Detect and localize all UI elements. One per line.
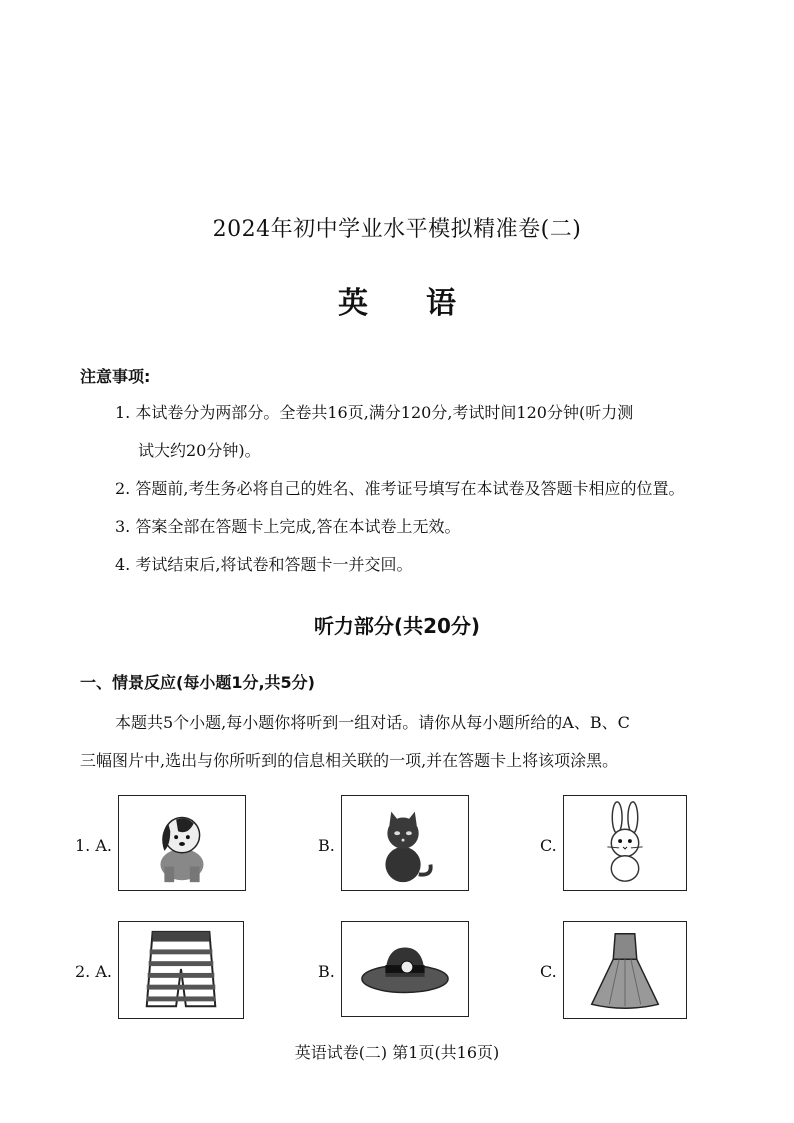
- page-footer: 英语试卷(二) 第1页(共16页): [294, 1043, 500, 1062]
- part1-instruction-line2: 三幅图片中,选出与你所听到的信息相关联的一项,并在答题卡上将该项涂黑。: [80, 751, 619, 770]
- q2-option-a-label: 2. A.: [75, 962, 112, 981]
- dog-icon: [119, 796, 245, 890]
- shorts-icon: [119, 922, 243, 1018]
- q1-option-b-label: B.: [318, 836, 335, 855]
- exam-title: 2024年初中学业水平模拟精准卷(二): [212, 217, 582, 242]
- q1-option-b-cat-picture[interactable]: [341, 795, 469, 891]
- q2-option-a-shorts-picture[interactable]: [118, 921, 244, 1019]
- q1-option-a-label: 1. A.: [75, 836, 112, 855]
- cat-icon: [342, 796, 468, 890]
- hat-icon: [342, 922, 468, 1016]
- q1-option-c-rabbit-picture[interactable]: [563, 795, 687, 891]
- subject-title: 英语: [338, 286, 514, 321]
- q2-option-c-label: C.: [540, 962, 557, 981]
- rabbit-icon: [564, 796, 686, 890]
- notice-item-1: 1. 本试卷分为两部分。全卷共16页,满分120分,考试时间120分钟(听力测: [115, 403, 634, 422]
- notice-item-3: 3. 答案全部在答题卡上完成,答在本试卷上无效。: [115, 517, 461, 536]
- q2-option-b-label: B.: [318, 962, 335, 981]
- notice-item-2: 2. 答题前,考生务必将自己的姓名、准考证号填写在本试卷及答题卡相应的位置。: [115, 479, 685, 498]
- dress-icon: [564, 922, 686, 1018]
- listening-section-title: 听力部分(共20分): [313, 614, 481, 638]
- part1-heading: 一、情景反应(每小题1分,共5分): [80, 673, 315, 692]
- notice-item-1-continued: 试大约20分钟)。: [138, 441, 261, 460]
- notice-item-4: 4. 考试结束后,将试卷和答题卡一并交回。: [115, 555, 413, 574]
- q2-option-c-dress-picture[interactable]: [563, 921, 687, 1019]
- q2-option-b-hat-picture[interactable]: [341, 921, 469, 1017]
- q1-option-c-label: C.: [540, 836, 557, 855]
- part1-instruction-line1: 本题共5个小题,每小题你将听到一组对话。请你从每小题所给的A、B、C: [115, 713, 630, 732]
- q1-option-a-dog-picture[interactable]: [118, 795, 246, 891]
- notice-heading: 注意事项:: [80, 367, 151, 386]
